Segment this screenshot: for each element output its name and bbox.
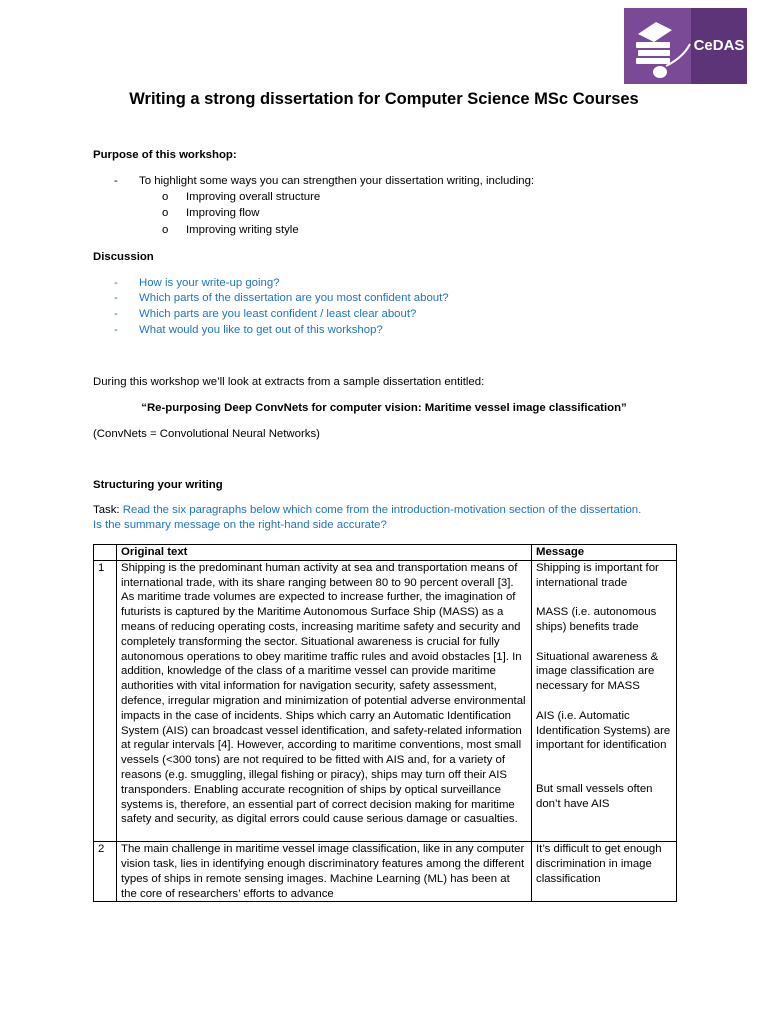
- o-bullet: o: [162, 191, 169, 203]
- discussion-item: How is your write-up going?: [139, 277, 280, 289]
- original-text-cell: [117, 560, 532, 841]
- logo-text: CeDAS: [691, 8, 747, 84]
- task-text: [93, 503, 693, 533]
- purpose-item: Improving overall structure: [186, 191, 321, 203]
- discussion-item: What would you like to get out of this workshop?: [139, 324, 383, 336]
- discussion-heading: Discussion: [93, 251, 154, 263]
- discussion-item: Which parts of the dissertation are you most confident about?: [139, 292, 449, 304]
- row-number: 1: [94, 560, 117, 841]
- table-header-row: [94, 545, 677, 561]
- dash-bullet: -: [114, 277, 118, 289]
- message: It’s difficult to get enough discrimination in image classification: [536, 843, 662, 885]
- o-bullet: o: [162, 207, 169, 219]
- dash-bullet: -: [114, 324, 118, 336]
- purpose-intro: To highlight some ways you can strengthen your dissertation writing, including:: [139, 175, 535, 187]
- o-bullet: o: [162, 224, 169, 236]
- sample-intro: During this workshop we’ll look at extracts from a sample dissertation entitled:: [93, 376, 485, 388]
- message: AIS (i.e. Automatic Identification Systems) are important for identification: [536, 709, 671, 752]
- sample-title: “Re-purposing Deep ConvNets for computer vision: Maritime vessel image classification”: [141, 402, 627, 414]
- task-label: Task:: [93, 504, 120, 516]
- row-number: 2: [94, 842, 117, 902]
- message-cell: [532, 842, 677, 902]
- discussion-item: Which parts are you least confident / least clear about?: [139, 308, 417, 320]
- header-message: Message: [532, 545, 677, 561]
- original-text: Shipping is the predominant human activity at sea and transportation means of international trade, with its share ranging between 80 to 90 percent overall [3]. As maritime trade volumes are expected to increase further, the imagination of futurists is captured by the Maritime Autonomous Surface Ship (MASS) as a means of reducing operating costs, increasing maritime safety and security and completely transforming the sector. Situational awareness is crucial for fully autonomous operations to obey maritime traffic rules and avoid obstacles [1]. In addition, knowledge of the class of a maritime vessel can provide maritime authorities with vital information for navigation security, safety assessment, defence, irregular migration and minimization of potential adverse environmental impacts in the case of incidents. Ships which carry an Automatic Identification System (AIS) can broadcast vessel identification, and safety-related information at regular intervals [4]. However, according to maritime conventions, most small vessels (<300 tons) are not required to be fitted with AIS and, for a variety of reasons (e.g. smuggling, illegal fishing or piracy), ships may turn off their AIS transponders. Enabling accurate recognition of ships by optical surveillance systems is, therefore, an essential part of correct decision making for maritime safety and security, as digital errors could cause serious damage or casualties.: [121, 561, 526, 826]
- original-text-cell: [117, 842, 532, 902]
- table-row: [94, 842, 677, 902]
- message: MASS (i.e. autonomous ships) benefits trade: [536, 606, 657, 633]
- purpose-item: Improving flow: [186, 207, 260, 219]
- dash-bullet: -: [114, 292, 118, 304]
- purpose-heading: Purpose of this workshop:: [93, 149, 237, 161]
- structuring-heading: Structuring your writing: [93, 479, 223, 491]
- dash-bullet: -: [114, 308, 118, 320]
- task-line-2: Is the summary message on the right-hand side accurate?: [93, 518, 387, 531]
- message-cell: [532, 560, 677, 841]
- page-title: Writing a strong dissertation for Computer Science MSc Courses: [129, 90, 639, 108]
- message: Situational awareness & image classification are necessary for MASS: [536, 650, 659, 693]
- paragraph-table: [93, 544, 677, 902]
- cedas-logo: [624, 8, 747, 84]
- header-original-text: Original text: [117, 545, 532, 561]
- message: But small vessels often don’t have AIS: [536, 783, 653, 810]
- original-text: The main challenge in maritime vessel image classification, like in any computer vision task, lies in identifying enough discriminatory features among the different types of ships in remote sensing images. Machine Learning (ML) has been at the core of researchers’ efforts to advance: [121, 843, 525, 900]
- table-row: [94, 560, 677, 841]
- task-line-1: Read the six paragraphs below which come from the introduction-motivation section of the dissertation.: [122, 504, 642, 516]
- dash-bullet: -: [114, 175, 118, 187]
- convnets-note: (ConvNets = Convolutional Neural Networks): [93, 428, 320, 440]
- purpose-item: Improving writing style: [186, 224, 299, 236]
- books-mouse-icon: [624, 8, 691, 84]
- message: Shipping is important for international trade: [536, 561, 659, 589]
- header-num: [94, 545, 117, 561]
